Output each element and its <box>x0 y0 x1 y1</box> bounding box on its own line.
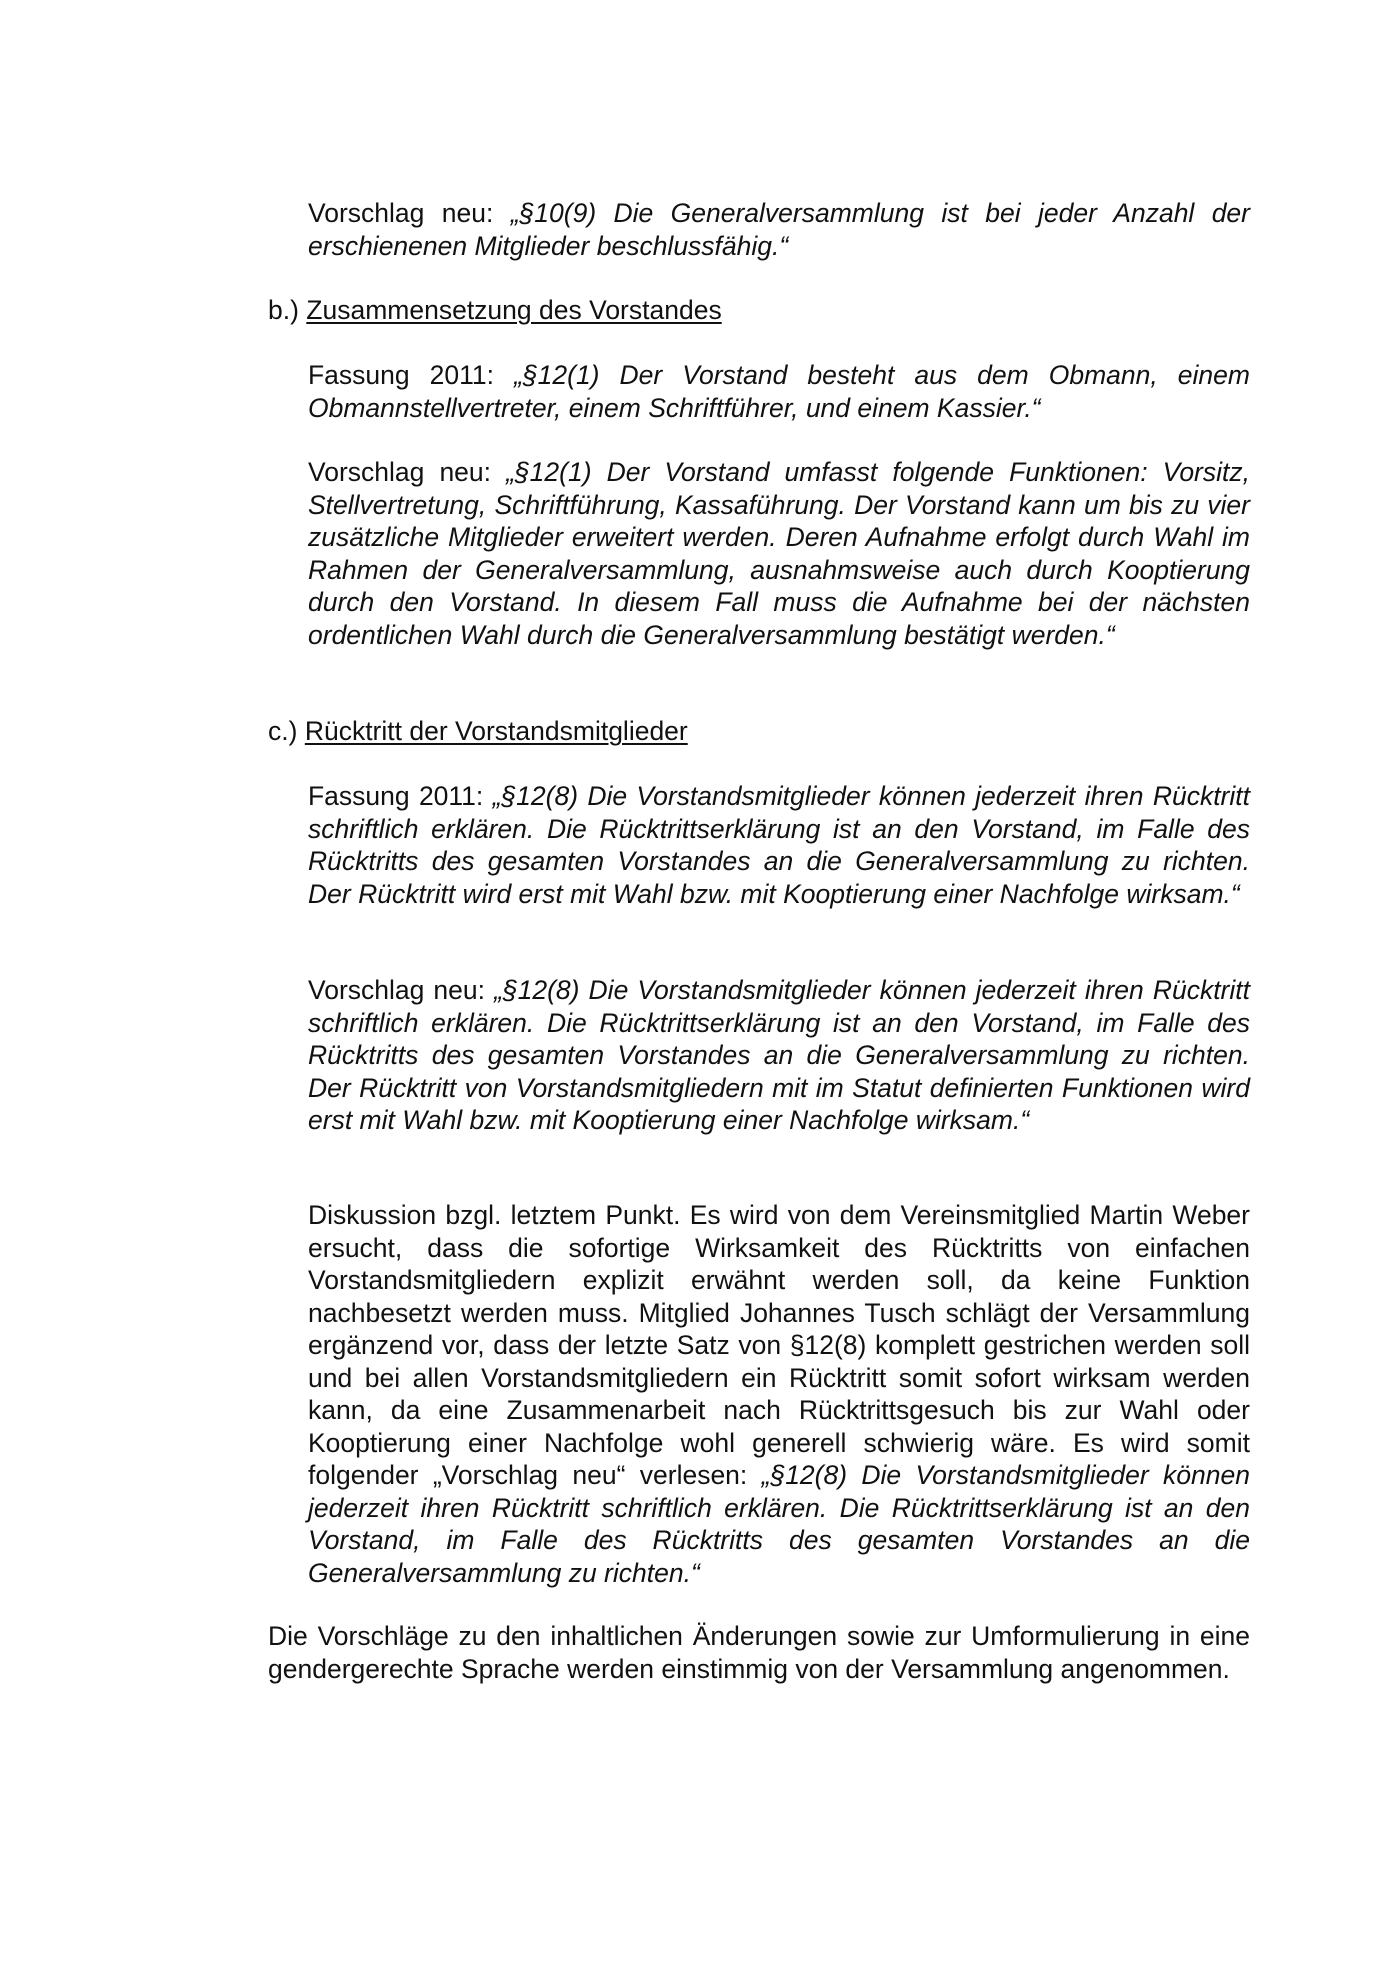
statute-quote: „§12(1) Der Vorstand umfasst folgende Funktionen: Vorsitz, Stellvertretung, Schriftführung, Kassaführung. Der Vorstand kann um bis zu vier zusätzliche Mitglieder erweitert werden. Deren Aufnahme erfolgt durch Wahl im Rahmen der Generalversammlung, ausnahmsweise auch durch Kooptierung durch den Vorstand. In diesem Fall muss die Aufnahme bei der nächsten ordentlichen Wahl durch die Generalversammlung bestätigt werden.“ <box>308 457 1250 650</box>
vorschlag-10-9-paragraph <box>308 197 1250 262</box>
section-b-heading <box>268 294 722 327</box>
diskussion-paragraph <box>308 1199 1250 1589</box>
statute-quote: „§10(9) Die Generalversammlung ist bei jeder Anzahl der erschienenen Mitglieder beschlussfähig.“ <box>308 198 1250 261</box>
fassung-12-1-paragraph <box>308 359 1250 424</box>
section-c-heading <box>268 715 688 748</box>
section-title: Rücktritt der Vorstandsmitglieder <box>304 716 688 746</box>
conclusion-paragraph <box>268 1620 1250 1685</box>
conclusion-text: Die Vorschläge zu den inhaltlichen Änderungen sowie zur Umformulierung in eine gendergerechte Sprache werden einstimmig von der Versammlung angenommen. <box>268 1621 1250 1684</box>
statute-quote: „§12(1) Der Vorstand besteht aus dem Obmann, einem Obmannstellvertreter, einem Schriftführer, und einem Kassier.“ <box>308 360 1250 423</box>
paragraph-label: Fassung 2011: <box>308 360 515 390</box>
statute-quote: „§12(8) Die Vorstandsmitglieder können jederzeit ihren Rücktritt schriftlich erklären. Die Rücktrittserklärung ist an den Vorstand, im Falle des Rücktritts des gesamten Vorstandes an die Generalversammlung zu richten. Der Rücktritt wird erst mit Wahl bzw. mit Kooptierung einer Nachfolge wirksam.“ <box>308 781 1250 909</box>
discussion-text: Diskussion bzgl. letztem Punkt. Es wird von dem Vereinsmitglied Martin Weber ersucht, dass die sofortige Wirksamkeit des Rücktritts von einfachen Vorstandsmitgliedern explizit erwähnt werden soll, da keine Funktion nachbesetzt werden muss. Mitglied Johannes Tusch schlägt der Versammlung ergänzend vor, dass der letzte Satz von §12(8) komplett gestrichen werden soll und bei allen Vorstandsmitgliedern ein Rücktritt somit sofort wirksam werden kann, da eine Zusammenarbeit nach Rücktrittsgesuch bis zur Wahl oder Kooptierung einer Nachfolge wohl generell schwierig wäre. Es wird somit folgender „Vorschlag neu“ verlesen: <box>308 1200 1250 1490</box>
statute-quote: „§12(8) Die Vorstandsmitglieder können jederzeit ihren Rücktritt schriftlich erklären. Die Rücktrittserklärung ist an den Vorstand, im Falle des Rücktritts des gesamten Vorstandes an die Generalversammlung zu richten. Der Rücktritt von Vorstandsmitgliedern mit im Statut definierten Funktionen wird erst mit Wahl bzw. mit Kooptierung einer Nachfolge wirksam.“ <box>308 975 1250 1135</box>
paragraph-label: Fassung 2011: <box>308 781 493 811</box>
paragraph-label: Vorschlag neu: <box>308 975 495 1005</box>
vorschlag-12-1-paragraph <box>308 456 1250 651</box>
section-marker: b.) <box>268 295 307 325</box>
statute-quote: „§12(8) Die Vorstandsmitglieder können jederzeit ihren Rücktritt schriftlich erklären. Die Rücktrittserklärung ist an den Vorstand, im Falle des Rücktritts des gesamten Vorstandes an die Generalversammlung zu richten.“ <box>308 1460 1250 1588</box>
section-title: Zusammensetzung des Vorstandes <box>306 295 722 325</box>
fassung-12-8-paragraph <box>308 780 1250 910</box>
vorschlag-12-8-paragraph <box>308 974 1250 1137</box>
paragraph-label: Vorschlag neu: <box>308 457 507 487</box>
section-marker: c.) <box>268 716 305 746</box>
paragraph-label: Vorschlag neu: <box>308 198 511 228</box>
